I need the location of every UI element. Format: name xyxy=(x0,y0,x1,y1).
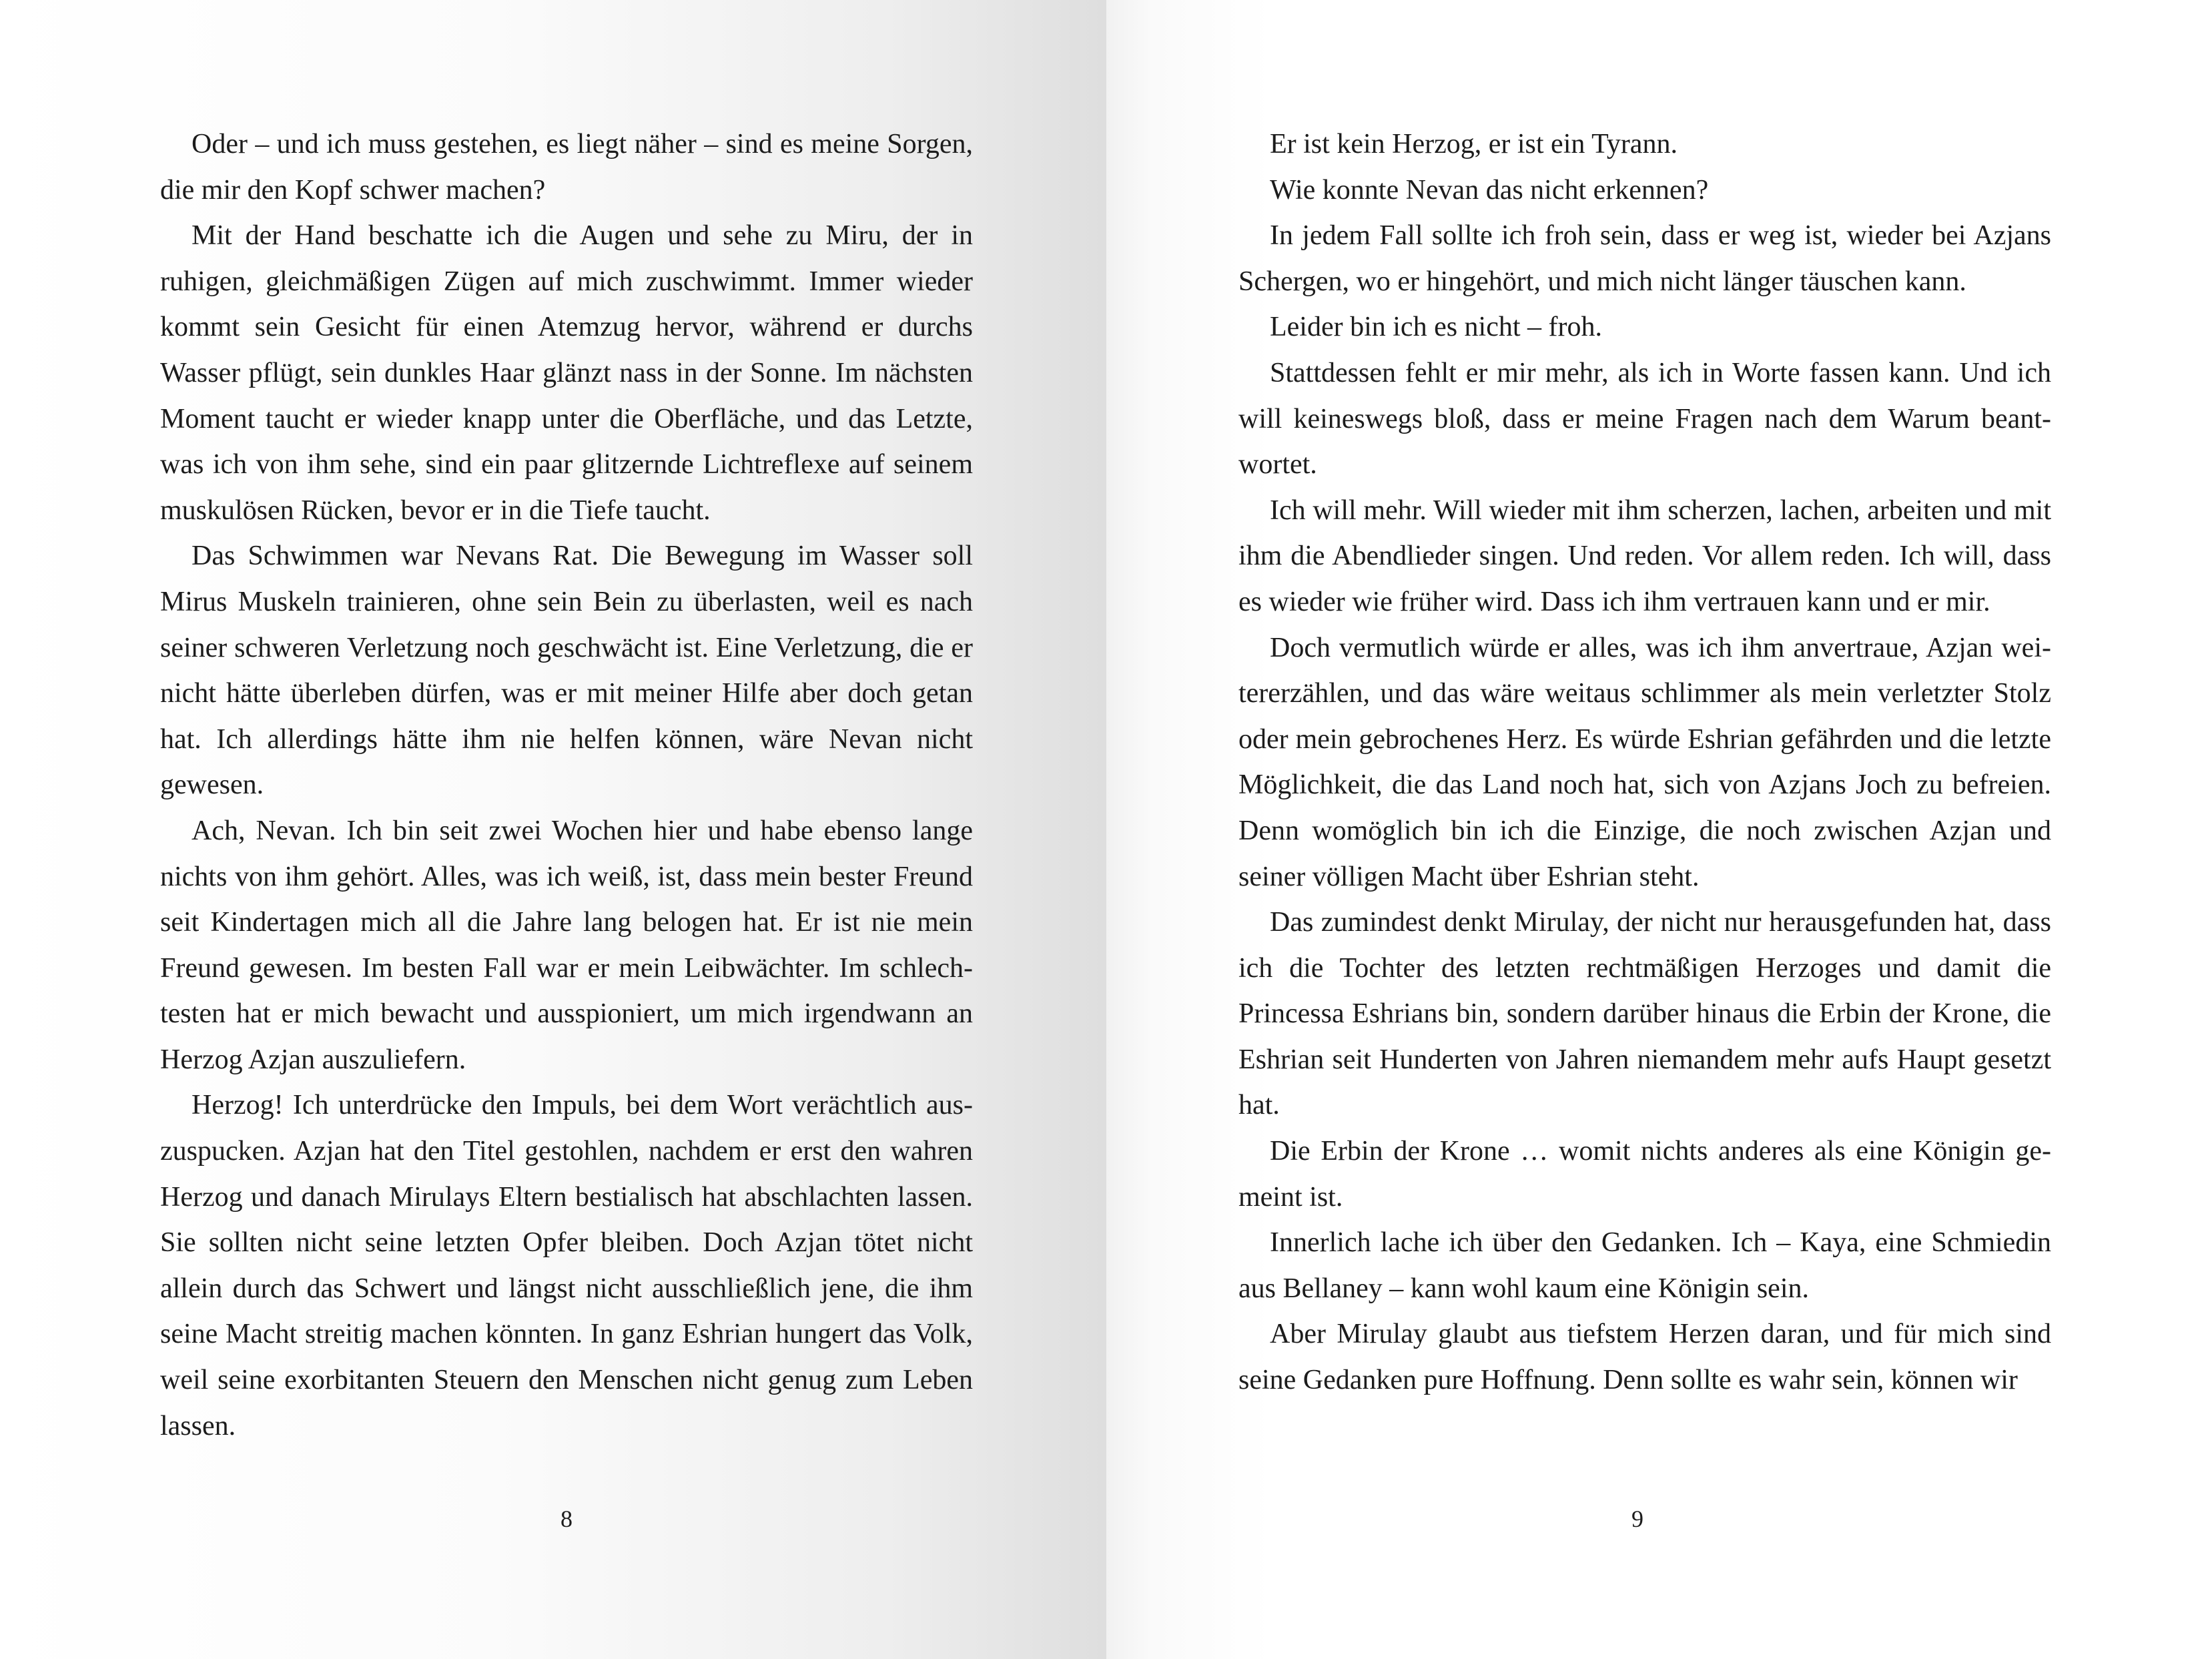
paragraph: Innerlich lache ich über den Gedanken. Ich – Kaya, eine Schmiedin aus Bellaney – kann wohl kaum eine Königin sein. xyxy=(1238,1227,2051,1304)
paragraph: Stattdessen fehlt er mir mehr, als ich in Worte fassen kann. Und ich will keineswegs bloß, dass er meine Fragen nach dem Warum beantwortet. xyxy=(1238,357,2051,480)
paragraph: Doch vermutlich würde er alles, was ich ihm anvertraue, Azjan weitererzählen, und das wäre weitaus schlimmer als mein verletzter Stolz oder mein gebrochenes Herz. Es würde Eshrian gefährden und die letzte Möglichkeit, die das Land noch hat, sich von Azjans Joch zu befreien. Denn womöglich bin ich die Einzige, die noch zwischen Azjan und seiner völligen Macht über Eshrian steht. xyxy=(1238,632,2051,892)
paragraph: Das zumindest denkt Mirulay, der nicht nur herausgefunden hat, dass ich die Tochter des letzten rechtmäßigen Herzoges und damit die Princessa Eshrians bin, sondern darüber hinaus die Erbin der Krone, die Eshrian seit Hunderten von Jahren niemandem mehr aufs Haupt gesetzt hat. xyxy=(1238,907,2051,1121)
paragraph: Oder – und ich muss gestehen, es liegt näher – sind es meine Sorgen, die mir den Kopf schwer machen? xyxy=(160,129,973,206)
paragraph: In jedem Fall sollte ich froh sein, dass er weg ist, wieder bei Azjans Schergen, wo er hingehört, und mich nicht länger täuschen kann. xyxy=(1238,220,2051,297)
right-page-text xyxy=(1238,121,2051,1403)
paragraph: Leider bin ich es nicht – froh. xyxy=(1270,312,1603,343)
paragraph: Aber Mirulay glaubt aus tiefstem Herzen daran, und für mich sind seine Gedanken pure Hoffnung. Denn sollte es wahr sein, können wir xyxy=(1238,1319,2051,1396)
paragraph: Die Erbin der Krone … womit nichts anderes als eine Königin gemeint ist. xyxy=(1238,1136,2051,1213)
paragraph: Ach, Nevan. Ich bin seit zwei Wochen hier und habe ebenso lange nichts von ihm gehört. Alles, was ich weiß, ist, dass mein bester Freund seit Kindertagen mich all die Jahre lang belogen hat. Er ist nie mein Freund gewesen. Im besten Fall war er mein Leibwächter. Im schlechtesten hat er mich bewacht und ausspioniert, um mich irgendwann an Herzog Azjan auszuliefern. xyxy=(160,815,973,1075)
page-number-left: 8 xyxy=(561,1506,573,1532)
page-number-right: 9 xyxy=(1631,1506,1643,1532)
paragraph: Mit der Hand beschatte ich die Augen und sehe zu Miru, der in ruhigen, gleichmäßigen Zügen auf mich zuschwimmt. Immer wieder kommt sein Gesicht für einen Atemzug hervor, während er durchs Wasser pflügt, sein dunkles Haar glänzt nass in der Sonne. Im nächsten Moment taucht er wieder knapp unter die Oberfläche, und das Letzte, was ich von ihm sehe, sind ein paar glitzernde Lichtreflexe auf seinem muskulösen Rücken, bevor er in die Tiefe taucht. xyxy=(160,220,973,526)
paragraph: Ich will mehr. Will wieder mit ihm scherzen, lachen, arbeiten und mit ihm die Abendlieder singen. Und reden. Vor allem reden. Ich will, dass es wieder wie früher wird. Dass ich ihm vertrauen kann und er mir. xyxy=(1238,494,2051,617)
paragraph: Herzog! Ich unterdrücke den Impuls, bei dem Wort verächtlich auszuspucken. Azjan hat den Titel gestohlen, nachdem er erst den wahren Herzog und danach Mirulays Eltern bestialisch hat abschlachten lassen. Sie sollten nicht seine letzten Opfer bleiben. Doch Azjan tötet nicht allein durch das Schwert und längst nicht ausschließlich jene, die ihm seine Macht streitig machen könnten. In ganz Eshrian hungert das Volk, weil seine exorbitanten Steuern den Menschen nicht genug zum Leben lassen. xyxy=(160,1090,973,1441)
paragraph: Er ist kein Herzog, er ist ein Tyrann. xyxy=(1270,129,1678,159)
left-page-text xyxy=(160,121,973,1449)
paragraph: Wie konnte Nevan das nicht erkennen? xyxy=(1270,174,1709,206)
right-page xyxy=(1106,0,2212,1659)
paragraph: Das Schwimmen war Nevans Rat. Die Bewegung im Wasser soll Mirus Muskeln trainieren, ohne sein Bein zu überlasten, weil es nach seiner schweren Verletzung noch geschwächt ist. Eine Verletzung, die er nicht hätte überleben dürfen, was er mit meiner Hilfe aber doch getan hat. Ich allerdings hätte ihm nie helfen können, wäre Nevan nicht gewesen. xyxy=(160,541,973,801)
